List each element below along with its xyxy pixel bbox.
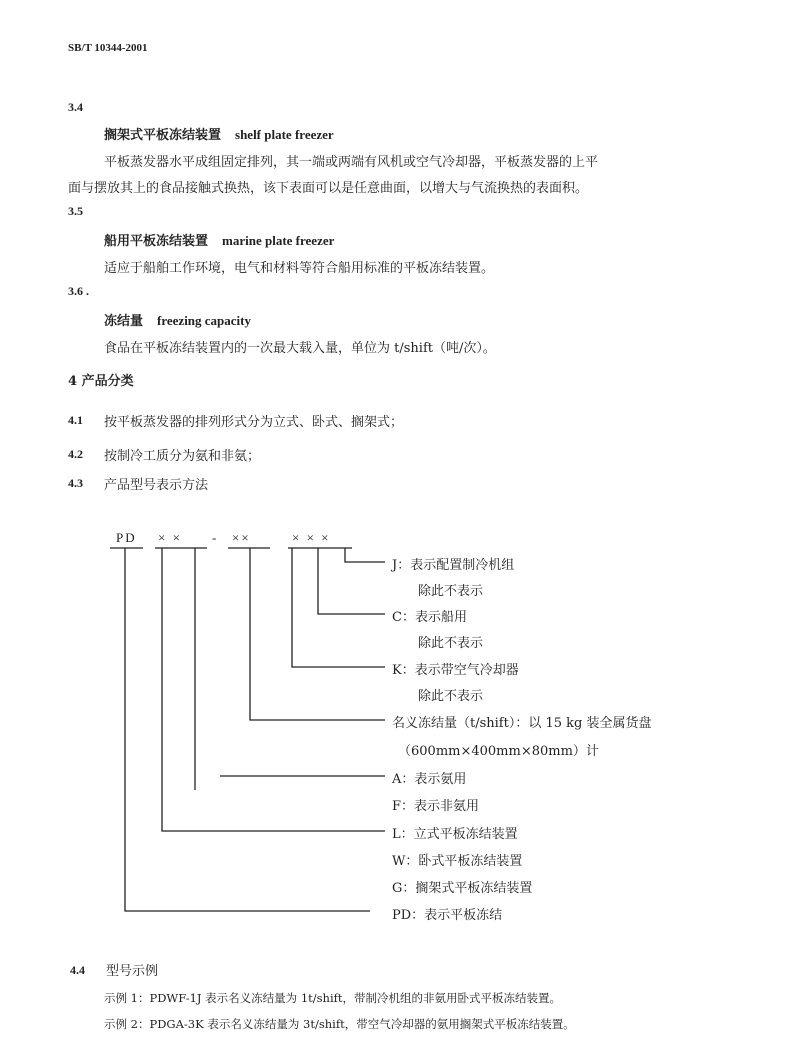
definition-line: 适应于船舶工作环境，电气和材料等符合船用标准的平板冻结装置。 [104,261,495,276]
legend-capacity-note: （600mm×400mm×80mm）计 [398,744,599,759]
legend-note: 除此不表示 [418,689,484,704]
clause-title: 型号示例 [106,964,159,979]
example-1: 示例 1：PDWF-1J 表示名义冻结量为 1t/shift，带制冷机组的非氨用卧式平板冻结装置。 [104,991,562,1005]
term-en: freezing capacity [157,313,251,328]
term-cn: 搁架式平板冻结装置 [104,128,222,143]
clause-number: 3.5 [68,204,83,218]
clause-text: 按平板蒸发器的排列形式分为立式、卧式、搁架式； [104,415,404,430]
legend-note: 除此不表示 [418,584,484,599]
code-capacity: ×× [232,530,251,545]
term-en: marine plate freezer [222,233,335,248]
legend-note: 除此不表示 [418,636,484,651]
code-pd: PD [116,530,137,545]
clause-number: 4.1 [68,413,83,427]
clause-number: 3.4 [68,100,83,114]
definition-line: 面与摆放其上的食品接触式换热，该下表面可以是任意曲面，以增大与气流换热的表面积。 [68,181,589,196]
legend-capacity: 名义冻结量（t/shift）：以 15 kg 装全属货盘 [392,716,652,731]
watermark: bzxz.net [360,30,622,90]
clause-number: 4.2 [68,447,83,461]
clause-text: 产品型号表示方法 [104,478,209,493]
legend-g: G：搁架式平板冻结装置 [392,881,533,896]
section-title: 4 产品分类 [68,374,134,389]
definition-line: 食品在平板冻结装置内的一次最大载入量，单位为 t/shift（吨/次）。 [104,341,496,356]
code-type-medium: × × [158,530,182,545]
term-cn: 冻结量 [104,314,144,329]
legend-a: A：表示氨用 [392,772,467,787]
code-options: × × × [292,530,331,545]
clause-text: 按制冷工质分为氨和非氨； [104,449,261,464]
legend-w: W：卧式平板冻结装置 [392,854,523,869]
legend-f: F：表示非氨用 [392,799,480,814]
clause-number: 4.3 [68,476,83,490]
standard-number: SB/T 10344-2001 [68,42,148,54]
legend-c: C：表示船用 [392,610,467,625]
clause-number: 4.4 [70,963,85,977]
legend-l: L：立式平板冻结装置 [392,827,518,842]
legend-pd: PD：表示平板冻结 [392,908,503,923]
legend-j: J：表示配置制冷机组 [392,558,515,573]
definition-line: 平板蒸发器水平成组固定排列，其一端或两端有风机或空气冷却器，平板蒸发器的上平 [104,155,599,170]
example-2: 示例 2：PDGA-3K 表示名义冻结量为 3t/shift，带空气冷却器的氨用搁架式平板冻结装置。 [104,1017,575,1031]
clause-number: 3.6 . [68,284,89,298]
term-en: shelf plate freezer [235,127,334,142]
legend-k: K：表示带空气冷却器 [392,663,519,678]
code-dash: - [212,530,219,545]
term-cn: 船用平板冻结装置 [104,234,209,249]
